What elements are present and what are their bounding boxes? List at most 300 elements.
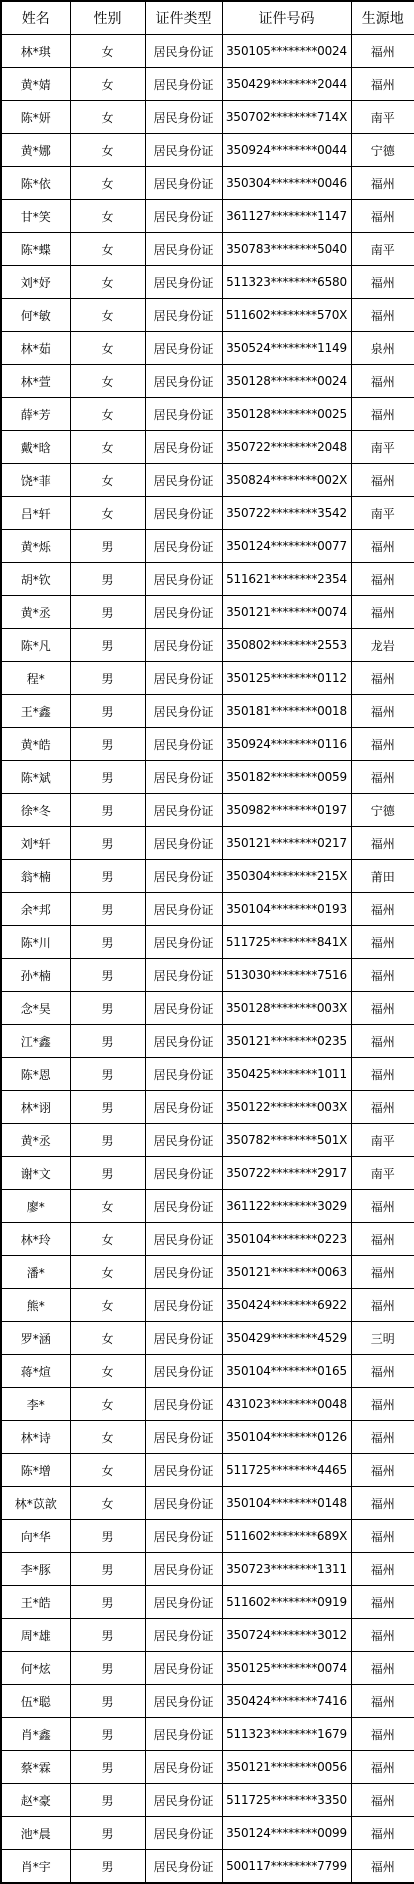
cell-id-number: 511602********689X	[222, 1520, 351, 1553]
cell-gender: 女	[70, 398, 145, 431]
cell-id-type: 居民身份证	[145, 365, 222, 398]
cell-name: 念*昊	[1, 992, 70, 1025]
cell-id-number: 350124********0077	[222, 530, 351, 563]
cell-name: 熊*	[1, 1289, 70, 1322]
cell-id-number: 361122********3029	[222, 1190, 351, 1223]
cell-origin: 福州	[351, 893, 414, 926]
cell-name: 刘*妤	[1, 266, 70, 299]
cell-origin: 福州	[351, 266, 414, 299]
cell-id-type: 居民身份证	[145, 1520, 222, 1553]
cell-name: 李*豚	[1, 1553, 70, 1586]
cell-name: 黄*婧	[1, 68, 70, 101]
cell-id-number: 350924********0044	[222, 134, 351, 167]
cell-id-type: 居民身份证	[145, 299, 222, 332]
cell-id-type: 居民身份证	[145, 530, 222, 563]
cell-gender: 男	[70, 1520, 145, 1553]
cell-id-number: 350128********0024	[222, 365, 351, 398]
cell-id-number: 431023********0048	[222, 1388, 351, 1421]
cell-name: 蒋*煊	[1, 1355, 70, 1388]
cell-gender: 女	[70, 134, 145, 167]
cell-id-number: 511621********2354	[222, 563, 351, 596]
cell-id-number: 350429********2044	[222, 68, 351, 101]
table-row	[1, 233, 414, 266]
cell-id-type: 居民身份证	[145, 101, 222, 134]
table-row	[1, 1157, 414, 1190]
table-row	[1, 497, 414, 530]
cell-origin: 福州	[351, 596, 414, 629]
table-row	[1, 1751, 414, 1784]
cell-id-number: 350104********0223	[222, 1223, 351, 1256]
cell-id-number: 350424********7416	[222, 1685, 351, 1718]
header-gender: 性别	[70, 1, 145, 35]
cell-gender: 女	[70, 464, 145, 497]
cell-id-type: 居民身份证	[145, 1091, 222, 1124]
cell-name: 林*玲	[1, 1223, 70, 1256]
cell-name: 刘*轩	[1, 827, 70, 860]
cell-name: 陈*增	[1, 1454, 70, 1487]
table-header	[1, 1, 414, 35]
table-body	[1, 35, 414, 1884]
cell-name: 林*萱	[1, 365, 70, 398]
cell-id-type: 居民身份证	[145, 1586, 222, 1619]
table-row	[1, 893, 414, 926]
cell-id-type: 居民身份证	[145, 1454, 222, 1487]
cell-id-number: 350122********003X	[222, 1091, 351, 1124]
cell-gender: 女	[70, 1223, 145, 1256]
cell-gender: 男	[70, 1751, 145, 1784]
cell-id-type: 居民身份证	[145, 596, 222, 629]
table-row	[1, 827, 414, 860]
cell-id-number: 350783********5040	[222, 233, 351, 266]
table-row	[1, 563, 414, 596]
cell-gender: 女	[70, 497, 145, 530]
cell-name: 程*	[1, 662, 70, 695]
cell-origin: 南平	[351, 497, 414, 530]
cell-gender: 男	[70, 1817, 145, 1850]
cell-id-number: 511602********570X	[222, 299, 351, 332]
table-row	[1, 1289, 414, 1322]
cell-id-type: 居民身份证	[145, 431, 222, 464]
cell-name: 饶*菲	[1, 464, 70, 497]
cell-origin: 福州	[351, 1289, 414, 1322]
cell-id-type: 居民身份证	[145, 1256, 222, 1289]
table-row	[1, 1322, 414, 1355]
cell-gender: 女	[70, 1355, 145, 1388]
table-row	[1, 134, 414, 167]
table-row	[1, 761, 414, 794]
table-row	[1, 1454, 414, 1487]
cell-name: 陈*斌	[1, 761, 70, 794]
cell-id-number: 350105********0024	[222, 35, 351, 68]
header-row	[1, 1, 414, 35]
cell-gender: 男	[70, 596, 145, 629]
cell-id-type: 居民身份证	[145, 959, 222, 992]
cell-gender: 男	[70, 1619, 145, 1652]
cell-name: 余*邦	[1, 893, 70, 926]
cell-id-number: 350104********0148	[222, 1487, 351, 1520]
cell-name: 池*晨	[1, 1817, 70, 1850]
cell-gender: 男	[70, 1586, 145, 1619]
cell-gender: 男	[70, 1124, 145, 1157]
table-row	[1, 1586, 414, 1619]
cell-name: 徐*冬	[1, 794, 70, 827]
cell-id-number: 350524********1149	[222, 332, 351, 365]
cell-id-type: 居民身份证	[145, 1190, 222, 1223]
cell-id-type: 居民身份证	[145, 728, 222, 761]
cell-id-number: 350128********0025	[222, 398, 351, 431]
cell-gender: 女	[70, 233, 145, 266]
cell-id-type: 居民身份证	[145, 1289, 222, 1322]
table-row	[1, 1652, 414, 1685]
cell-name: 陈*川	[1, 926, 70, 959]
cell-gender: 女	[70, 431, 145, 464]
cell-name: 王*鑫	[1, 695, 70, 728]
cell-name: 何*炫	[1, 1652, 70, 1685]
cell-gender: 男	[70, 728, 145, 761]
cell-gender: 女	[70, 1388, 145, 1421]
cell-origin: 福州	[351, 1487, 414, 1520]
table-row	[1, 530, 414, 563]
cell-name: 陈*凡	[1, 629, 70, 662]
cell-gender: 男	[70, 530, 145, 563]
cell-gender: 女	[70, 266, 145, 299]
cell-id-number: 350121********0074	[222, 596, 351, 629]
cell-name: 林*诩	[1, 1091, 70, 1124]
cell-origin: 福州	[351, 398, 414, 431]
cell-name: 胡*钦	[1, 563, 70, 596]
header-id-type: 证件类型	[145, 1, 222, 35]
cell-origin: 福州	[351, 299, 414, 332]
cell-id-number: 350782********501X	[222, 1124, 351, 1157]
table-row	[1, 662, 414, 695]
cell-gender: 女	[70, 200, 145, 233]
cell-origin: 宁德	[351, 794, 414, 827]
cell-gender: 女	[70, 299, 145, 332]
cell-id-number: 513030********7516	[222, 959, 351, 992]
cell-name: 薛*芳	[1, 398, 70, 431]
cell-name: 向*华	[1, 1520, 70, 1553]
cell-origin: 福州	[351, 365, 414, 398]
cell-origin: 福州	[351, 662, 414, 695]
cell-name: 江*鑫	[1, 1025, 70, 1058]
table-row	[1, 1850, 414, 1884]
cell-id-type: 居民身份证	[145, 695, 222, 728]
cell-id-type: 居民身份证	[145, 464, 222, 497]
cell-name: 陈*蝶	[1, 233, 70, 266]
table-row	[1, 596, 414, 629]
table-row	[1, 794, 414, 827]
table-row	[1, 1520, 414, 1553]
cell-id-number: 350304********215X	[222, 860, 351, 893]
cell-id-number: 350181********0018	[222, 695, 351, 728]
cell-origin: 南平	[351, 1124, 414, 1157]
table-row	[1, 365, 414, 398]
cell-id-type: 居民身份证	[145, 1124, 222, 1157]
cell-id-type: 居民身份证	[145, 1685, 222, 1718]
cell-gender: 男	[70, 992, 145, 1025]
cell-name: 吕*轩	[1, 497, 70, 530]
table-row	[1, 35, 414, 68]
cell-name: 孙*楠	[1, 959, 70, 992]
cell-gender: 男	[70, 662, 145, 695]
cell-id-type: 居民身份证	[145, 1817, 222, 1850]
cell-name: 肖*宇	[1, 1850, 70, 1884]
cell-id-number: 350124********0099	[222, 1817, 351, 1850]
cell-origin: 福州	[351, 1388, 414, 1421]
cell-origin: 福州	[351, 1586, 414, 1619]
cell-origin: 福州	[351, 68, 414, 101]
cell-gender: 男	[70, 893, 145, 926]
cell-name: 李*	[1, 1388, 70, 1421]
table-row	[1, 1817, 414, 1850]
table-row	[1, 1718, 414, 1751]
table-row	[1, 299, 414, 332]
cell-id-number: 350304********0046	[222, 167, 351, 200]
cell-gender: 男	[70, 1718, 145, 1751]
cell-id-number: 350702********714X	[222, 101, 351, 134]
table-row	[1, 959, 414, 992]
cell-gender: 男	[70, 563, 145, 596]
cell-origin: 宁德	[351, 134, 414, 167]
cell-id-type: 居民身份证	[145, 1322, 222, 1355]
cell-id-number: 350121********0063	[222, 1256, 351, 1289]
table-row	[1, 1091, 414, 1124]
cell-id-number: 350723********1311	[222, 1553, 351, 1586]
table-row	[1, 1421, 414, 1454]
cell-id-number: 350802********2553	[222, 629, 351, 662]
cell-id-type: 居民身份证	[145, 134, 222, 167]
cell-gender: 女	[70, 332, 145, 365]
cell-name: 肖*鑫	[1, 1718, 70, 1751]
cell-origin: 福州	[351, 926, 414, 959]
cell-id-number: 350121********0235	[222, 1025, 351, 1058]
cell-id-type: 居民身份证	[145, 398, 222, 431]
cell-id-type: 居民身份证	[145, 563, 222, 596]
cell-origin: 福州	[351, 1421, 414, 1454]
cell-origin: 福州	[351, 1751, 414, 1784]
table-row	[1, 398, 414, 431]
cell-id-type: 居民身份证	[145, 1157, 222, 1190]
cell-name: 黄*丞	[1, 596, 70, 629]
cell-gender: 男	[70, 1685, 145, 1718]
table-row	[1, 1685, 414, 1718]
cell-origin: 莆田	[351, 860, 414, 893]
header-name: 姓名	[1, 1, 70, 35]
cell-origin: 福州	[351, 1520, 414, 1553]
cell-id-type: 居民身份证	[145, 497, 222, 530]
cell-name: 蔡*霖	[1, 1751, 70, 1784]
cell-name: 黄*烁	[1, 530, 70, 563]
cell-id-number: 350125********0074	[222, 1652, 351, 1685]
cell-gender: 女	[70, 1487, 145, 1520]
cell-origin: 福州	[351, 563, 414, 596]
cell-name: 黄*娜	[1, 134, 70, 167]
cell-gender: 男	[70, 761, 145, 794]
cell-origin: 福州	[351, 1685, 414, 1718]
table-row	[1, 1190, 414, 1223]
cell-id-number: 350182********0059	[222, 761, 351, 794]
cell-gender: 女	[70, 1454, 145, 1487]
table-row	[1, 728, 414, 761]
cell-origin: 福州	[351, 761, 414, 794]
cell-origin: 福州	[351, 1025, 414, 1058]
cell-gender: 男	[70, 827, 145, 860]
cell-id-type: 居民身份证	[145, 1850, 222, 1884]
table-row	[1, 1355, 414, 1388]
cell-gender: 女	[70, 35, 145, 68]
table-row	[1, 695, 414, 728]
table-row	[1, 266, 414, 299]
cell-id-type: 居民身份证	[145, 1652, 222, 1685]
cell-gender: 女	[70, 365, 145, 398]
cell-origin: 福州	[351, 1652, 414, 1685]
cell-name: 林*琪	[1, 35, 70, 68]
cell-id-type: 居民身份证	[145, 662, 222, 695]
cell-name: 谢*文	[1, 1157, 70, 1190]
cell-name: 何*敏	[1, 299, 70, 332]
cell-id-type: 居民身份证	[145, 761, 222, 794]
cell-id-number: 350121********0217	[222, 827, 351, 860]
cell-gender: 男	[70, 1652, 145, 1685]
cell-id-number: 511323********6580	[222, 266, 351, 299]
cell-gender: 男	[70, 959, 145, 992]
cell-gender: 男	[70, 1025, 145, 1058]
cell-id-number: 350824********002X	[222, 464, 351, 497]
cell-gender: 男	[70, 1784, 145, 1817]
cell-gender: 女	[70, 1190, 145, 1223]
header-id-number: 证件号码	[222, 1, 351, 35]
cell-origin: 福州	[351, 728, 414, 761]
table-row	[1, 1553, 414, 1586]
cell-origin: 南平	[351, 431, 414, 464]
cell-origin: 福州	[351, 1718, 414, 1751]
header-origin: 生源地	[351, 1, 414, 35]
cell-id-number: 350424********6922	[222, 1289, 351, 1322]
cell-gender: 女	[70, 1256, 145, 1289]
cell-gender: 女	[70, 68, 145, 101]
cell-id-type: 居民身份证	[145, 1619, 222, 1652]
cell-origin: 福州	[351, 959, 414, 992]
cell-id-number: 511602********0919	[222, 1586, 351, 1619]
cell-origin: 福州	[351, 1454, 414, 1487]
cell-id-type: 居民身份证	[145, 1487, 222, 1520]
table-row	[1, 101, 414, 134]
cell-origin: 福州	[351, 530, 414, 563]
cell-name: 廖*	[1, 1190, 70, 1223]
cell-id-type: 居民身份证	[145, 827, 222, 860]
cell-id-type: 居民身份证	[145, 167, 222, 200]
cell-id-type: 居民身份证	[145, 1553, 222, 1586]
cell-name: 翁*楠	[1, 860, 70, 893]
cell-name: 罗*涵	[1, 1322, 70, 1355]
cell-name: 黄*丞	[1, 1124, 70, 1157]
cell-id-type: 居民身份证	[145, 794, 222, 827]
cell-origin: 福州	[351, 200, 414, 233]
cell-id-number: 350125********0112	[222, 662, 351, 695]
cell-gender: 男	[70, 1157, 145, 1190]
cell-gender: 女	[70, 1322, 145, 1355]
table-row	[1, 332, 414, 365]
cell-name: 陈*妍	[1, 101, 70, 134]
cell-gender: 男	[70, 1058, 145, 1091]
table-row	[1, 1058, 414, 1091]
table-row	[1, 926, 414, 959]
cell-name: 戴*晗	[1, 431, 70, 464]
table-row	[1, 1388, 414, 1421]
cell-id-number: 511725********841X	[222, 926, 351, 959]
cell-id-type: 居民身份证	[145, 233, 222, 266]
cell-origin: 福州	[351, 992, 414, 1025]
cell-id-type: 居民身份证	[145, 1058, 222, 1091]
cell-name: 甘*笑	[1, 200, 70, 233]
cell-origin: 福州	[351, 1817, 414, 1850]
table-row	[1, 200, 414, 233]
table-row	[1, 992, 414, 1025]
cell-id-type: 居民身份证	[145, 860, 222, 893]
cell-id-type: 居民身份证	[145, 992, 222, 1025]
cell-id-number: 350128********003X	[222, 992, 351, 1025]
cell-gender: 男	[70, 1091, 145, 1124]
cell-id-number: 350722********2917	[222, 1157, 351, 1190]
cell-id-type: 居民身份证	[145, 926, 222, 959]
cell-id-type: 居民身份证	[145, 1223, 222, 1256]
cell-origin: 福州	[351, 1223, 414, 1256]
cell-id-type: 居民身份证	[145, 1355, 222, 1388]
cell-id-number: 350924********0116	[222, 728, 351, 761]
cell-id-number: 350425********1011	[222, 1058, 351, 1091]
cell-id-number: 350104********0165	[222, 1355, 351, 1388]
cell-name: 林*诗	[1, 1421, 70, 1454]
cell-origin: 福州	[351, 1619, 414, 1652]
cell-id-type: 居民身份证	[145, 266, 222, 299]
cell-id-type: 居民身份证	[145, 893, 222, 926]
cell-origin: 福州	[351, 464, 414, 497]
table-row	[1, 68, 414, 101]
cell-name: 伍*聪	[1, 1685, 70, 1718]
cell-origin: 南平	[351, 101, 414, 134]
cell-origin: 三明	[351, 1322, 414, 1355]
cell-id-type: 居民身份证	[145, 35, 222, 68]
cell-gender: 男	[70, 695, 145, 728]
cell-name: 林*茹	[1, 332, 70, 365]
table-row	[1, 1784, 414, 1817]
cell-id-number: 350982********0197	[222, 794, 351, 827]
cell-name: 陈*恩	[1, 1058, 70, 1091]
cell-origin: 龙岩	[351, 629, 414, 662]
cell-id-number: 350724********3012	[222, 1619, 351, 1652]
cell-gender: 男	[70, 926, 145, 959]
cell-id-number: 511323********1679	[222, 1718, 351, 1751]
cell-name: 潘*	[1, 1256, 70, 1289]
cell-id-number: 350722********3542	[222, 497, 351, 530]
cell-name: 周*雄	[1, 1619, 70, 1652]
cell-id-number: 350104********0193	[222, 893, 351, 926]
table-row	[1, 1025, 414, 1058]
cell-id-type: 居民身份证	[145, 68, 222, 101]
cell-origin: 福州	[351, 1256, 414, 1289]
cell-origin: 福州	[351, 35, 414, 68]
cell-gender: 女	[70, 167, 145, 200]
cell-origin: 福州	[351, 695, 414, 728]
cell-name: 赵*豪	[1, 1784, 70, 1817]
cell-origin: 福州	[351, 1190, 414, 1223]
cell-gender: 男	[70, 794, 145, 827]
cell-id-number: 361127********1147	[222, 200, 351, 233]
cell-id-number: 350121********0056	[222, 1751, 351, 1784]
cell-gender: 男	[70, 860, 145, 893]
cell-id-type: 居民身份证	[145, 1421, 222, 1454]
cell-id-type: 居民身份证	[145, 1751, 222, 1784]
